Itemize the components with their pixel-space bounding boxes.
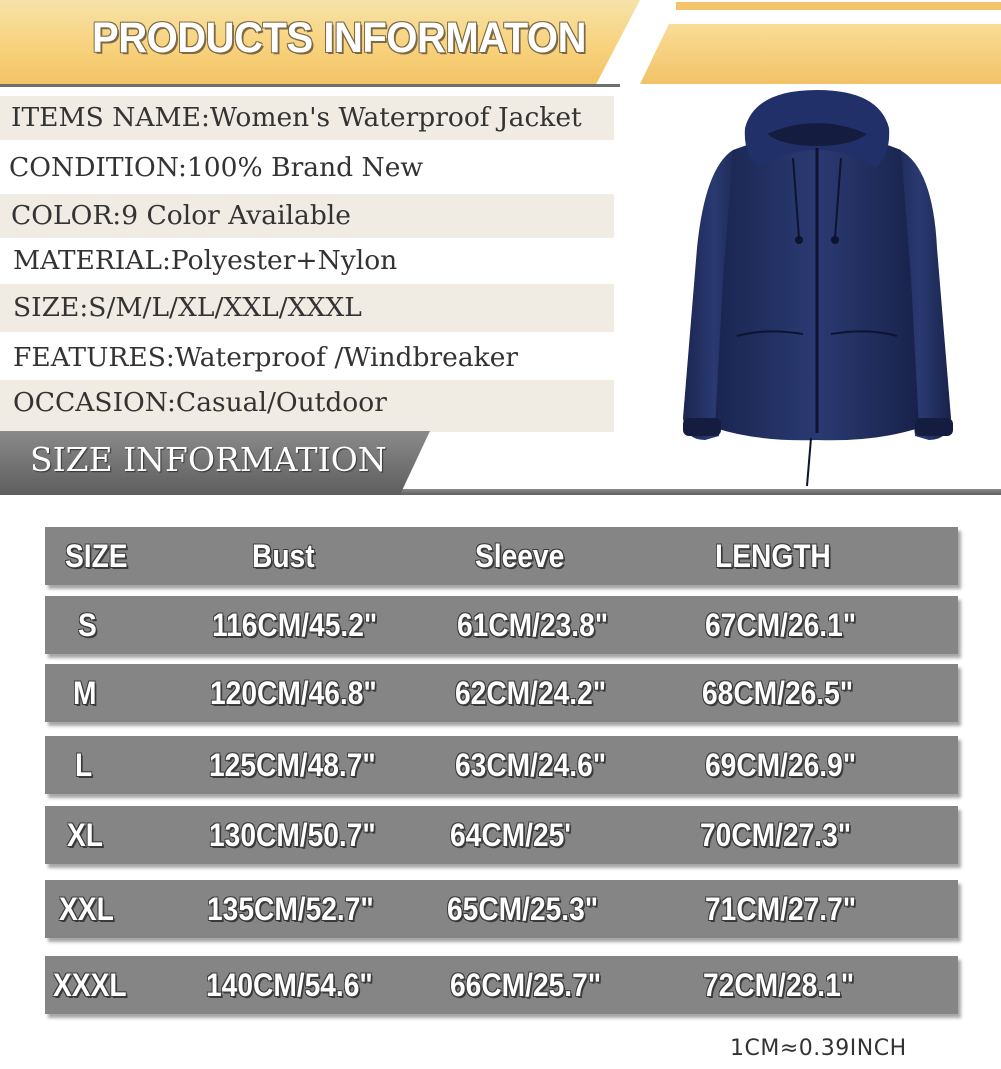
table-row — [45, 596, 958, 654]
cell-bust: 130CM/50.7" — [209, 817, 376, 853]
info-occasion: OCCASION:Casual/Outdoor — [0, 380, 614, 432]
cell-bust: 135CM/52.7" — [207, 891, 374, 927]
cell-bust: 125CM/48.7" — [209, 747, 376, 783]
cell-sleeve: 63CM/24.6" — [455, 747, 607, 783]
header-sleeve: Sleeve — [475, 538, 565, 574]
table-row — [45, 664, 958, 722]
table-row — [45, 736, 958, 794]
cell-size: XL — [67, 817, 103, 853]
cell-length: 67CM/26.1" — [705, 607, 857, 643]
header-banner-right — [640, 24, 1001, 84]
cell-size: XXL — [59, 891, 114, 927]
table-row — [45, 806, 958, 864]
cell-sleeve: 61CM/23.8" — [457, 607, 609, 643]
cell-length: 69CM/26.9" — [705, 747, 857, 783]
cell-size: L — [75, 747, 93, 783]
info-material: MATERIAL:Polyester+Nylon — [13, 245, 398, 276]
table-header-row — [45, 527, 958, 585]
cell-length: 70CM/27.3" — [700, 817, 852, 853]
cell-size: M — [73, 675, 97, 711]
cell-size: S — [78, 607, 97, 643]
divider — [0, 84, 620, 87]
cell-bust: 116CM/45.2" — [212, 607, 378, 643]
cell-length: 72CM/28.1" — [703, 967, 855, 1003]
header-length: LENGTH — [715, 538, 831, 574]
size-section-title: SIZE INFORMATION — [30, 440, 387, 479]
cell-sleeve: 62CM/24.2" — [455, 675, 607, 711]
cell-length: 71CM/27.7" — [705, 891, 857, 927]
info-size: SIZE:S/M/L/XL/XXL/XXXL — [0, 284, 614, 332]
info-condition: CONDITION:100% Brand New — [9, 152, 424, 183]
cell-bust: 120CM/46.8" — [210, 675, 377, 711]
cell-sleeve: 65CM/25.3" — [447, 891, 599, 927]
table-row — [45, 880, 958, 938]
header-size: SIZE — [65, 538, 128, 574]
info-color: COLOR:9 Color Available — [0, 194, 614, 238]
cell-size: XXXL — [53, 967, 127, 1003]
header-bust: Bust — [252, 538, 315, 574]
page-title: PRODUCTS INFORMATON — [92, 14, 586, 62]
table-row — [45, 956, 958, 1014]
jacket-image — [675, 88, 960, 488]
info-item-name: ITEMS NAME:Women's Waterproof Jacket — [0, 96, 614, 140]
cell-length: 68CM/26.5" — [702, 675, 854, 711]
info-features: FEATURES:Waterproof /Windbreaker — [13, 342, 519, 373]
cell-sleeve: 66CM/25.7" — [450, 967, 602, 1003]
cell-sleeve: 64CM/25' — [450, 817, 571, 853]
decor-stripe — [676, 2, 1001, 10]
conversion-note: 1CM≈0.39INCH — [730, 1036, 907, 1061]
cell-bust: 140CM/54.6" — [206, 967, 373, 1003]
